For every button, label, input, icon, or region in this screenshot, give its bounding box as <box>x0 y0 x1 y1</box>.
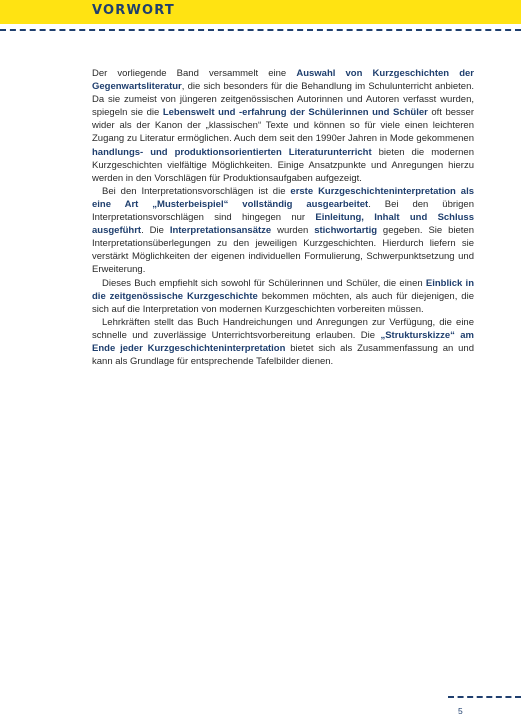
paragraph-text: gegeben. Sie bieten Interpretationsüberlegungen zu den jeweiligen Kurzgeschichten. Hierdurch liefern sie verstärkt Möglichkeiten der eigenen individuellen Formulierung, Schwerpunktsetzung und Erweiterung. <box>92 225 475 276</box>
paragraph-text: wurden <box>271 225 315 237</box>
paragraph-text: bekommen möchten, als auch für diejenigen, die sich auf die Interpretation von modernen Kurzgeschichten vorbereiten müssen. <box>92 290 474 315</box>
emphasis-text: handlungs- und produktionsorientierten Literaturunterricht <box>92 146 372 158</box>
emphasis-text: Lebenswelt und -erfahrung der Schülerinnen und Schüler <box>162 107 428 119</box>
emphasis-text: Auswahl von Kurzgeschichten der Gegenwartsliteratur <box>92 68 474 93</box>
preface-body <box>92 67 474 368</box>
emphasis-text: „Strukturskizze“ am Ende jeder Kurzgeschichteninterpretation <box>92 329 475 354</box>
paragraph-text: . Bei den übrigen Interpretationsvorschlägen sind hingegen nur <box>92 198 474 224</box>
paragraph-text: oft besser wider als der Kanon der „klassischen“ Texte und können so für viele einen leichteren Zugang zu Literatur ermöglichen. Auch dem seit den 1990er Jahren in Mode gekommenen <box>92 107 474 145</box>
paragraph-text: bietet sich als Zusammenfassung an und kann als Grundlage für entsprechende Tafelbilder dienen. <box>92 342 474 368</box>
emphasis-text: erste Kurzgeschichteninterpretation als eine Art „Musterbeispiel“ vollständig ausgearbeitet <box>92 185 474 210</box>
footer-dashed-rule <box>448 696 521 698</box>
preface-paragraph <box>92 185 474 277</box>
paragraph-text: Der vorliegende Band versammelt eine <box>92 68 297 79</box>
emphasis-text: stichwortartig <box>314 225 378 237</box>
paragraph-text: bieten die modernen Kurzgeschichten vielfältige Möglichkeiten. Einige Ansatzpunkte und Anregungen hierzu werden in den Vorschlägen für Produktionsaufgaben aufgezeigt. <box>92 146 474 184</box>
page-number: 5 <box>458 706 463 716</box>
emphasis-text: Einblick in die zeitgenössische Kurzgeschichte <box>92 277 474 302</box>
paragraph-text: Dieses Buch empfiehlt sich sowohl für Schülerinnen und Schüler, die einen <box>102 277 426 289</box>
header-band <box>0 0 521 24</box>
paragraph-text: . Die <box>141 225 170 237</box>
page-title: VORWORT <box>92 3 175 18</box>
paragraph-text: , die sich besonders für die Behandlung im Schulunterricht anbieten. Da sie zumeist von jüngeren zeitgenössischen Autorinnen und Autoren verfasst wurden, spiegeln sie die <box>92 81 474 119</box>
preface-paragraph <box>92 316 474 368</box>
emphasis-text: Interpretationsansätze <box>169 225 272 237</box>
paragraph-text: Bei den Interpretationsvorschlägen ist die <box>102 185 291 197</box>
paragraph-text: Lehrkräften stellt das Buch Handreichungen und Anregungen zur Verfügung, die eine schnelle und zuverlässige Unterrichtsvorbereitung erlauben. Die <box>92 316 474 341</box>
preface-paragraph <box>92 277 474 316</box>
emphasis-text: Einleitung, Inhalt und Schluss ausgeführt <box>92 212 474 237</box>
preface-paragraph <box>92 67 474 185</box>
header-dashed-rule <box>0 29 521 31</box>
